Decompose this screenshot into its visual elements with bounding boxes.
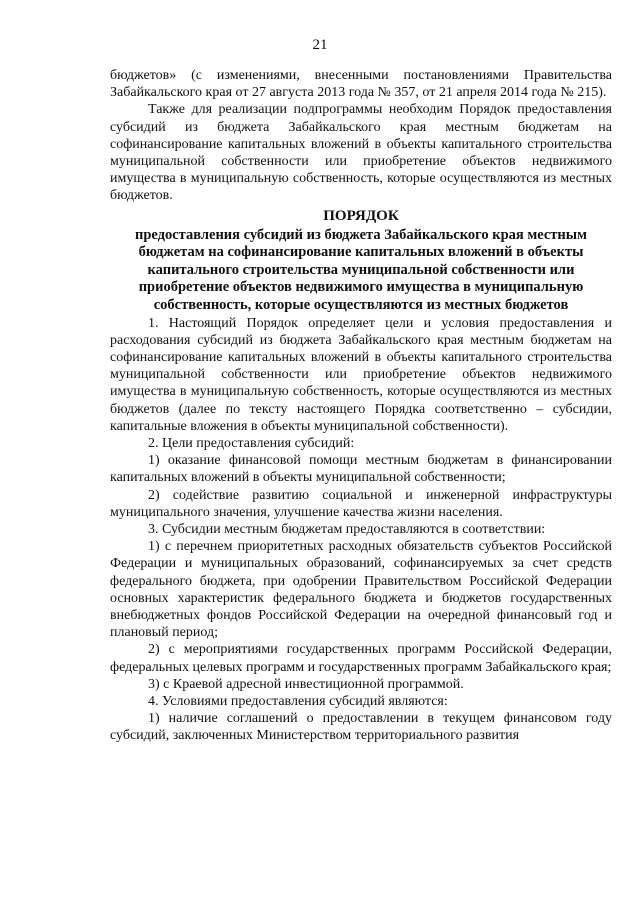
page-number: 21 <box>312 37 328 53</box>
clause-3-item-1: 1) с перечнем приоритетных расходных обязательств субъектов Российской Федерации и муниципальных образований, софинансируемых за счет средств федерального бюджета, при одобрении Правительством Российской Федерации основных характеристик федерального бюджета и бюджетов государственных внебюджетных фондов Российской Федерации на очередной финансовый год и плановый период; <box>110 539 612 641</box>
clause-3-item-3: 3) с Краевой адресной инвестиционной программой. <box>148 676 464 692</box>
clause-2: 2. Цели предоставления субсидий: <box>148 436 355 452</box>
paragraph-intro: Также для реализации подпрограммы необходим Порядок предоставления субсидий из бюджета Забайкальского края местным бюджетам на софинансирование капитальных вложений в объекты капитального строительства муниципальной собственности или приобретение объектов недвижимого имущества в муниципальную собственность, которые осуществляются из местных бюджетов. <box>110 102 612 204</box>
clause-4: 4. Условиями предоставления субсидий являются: <box>148 694 448 710</box>
clause-3-item-2: 2) с мероприятиями государственных программ Российской Федерации, федеральных целевых программ и государственных программ Забайкальского края; <box>110 642 612 675</box>
clause-4-item-1: 1) наличие соглашений о предоставлении в текущем финансовом году субсидий, заключенных Министерством территориального развития <box>110 711 612 744</box>
clause-1: 1. Настоящий Порядок определяет цели и условия предоставления и расходования субсидий из бюджета Забайкальского края местным бюджетам на софинансирование капитальных вложений в объекты капитального строительства муниципальной собственности или приобретение объектов недвижимого имущества в муниципальную собственность, которые осуществляются из местных бюджетов (далее по тексту настоящего Порядка соответственно – субсидии, капитальные вложения в объекты муниципальной собственности). <box>110 315 612 434</box>
clause-2-item-1: 1) оказание финансовой помощи местным бюджетам в финансировании капитальных вложений в объекты муниципальной собственности; <box>110 453 612 486</box>
clause-3: 3. Субсидии местным бюджетам предоставляются в соответствии: <box>148 522 546 538</box>
order-subtitle: предоставления субсидий из бюджета Забайкальского края местным бюджетам на софинансирование капитальных вложений в объекты капитального строительства муниципальной собственности или приобретение объектов недвижимого имущества в муниципальную собственность, которые осуществляются из местных бюджетов <box>135 226 587 313</box>
paragraph-continuation: бюджетов» (с изменениями, внесенными постановлениями Правительства Забайкальского края от 27 августа 2013 года № 357, от 21 апреля 2014 года № 215). <box>110 68 612 101</box>
order-title: ПОРЯДОК <box>323 207 399 224</box>
clause-2-item-2: 2) содействие развитию социальной и инженерной инфраструктуры муниципального значения, улучшение качества жизни населения. <box>110 487 612 520</box>
document-body <box>110 67 612 745</box>
